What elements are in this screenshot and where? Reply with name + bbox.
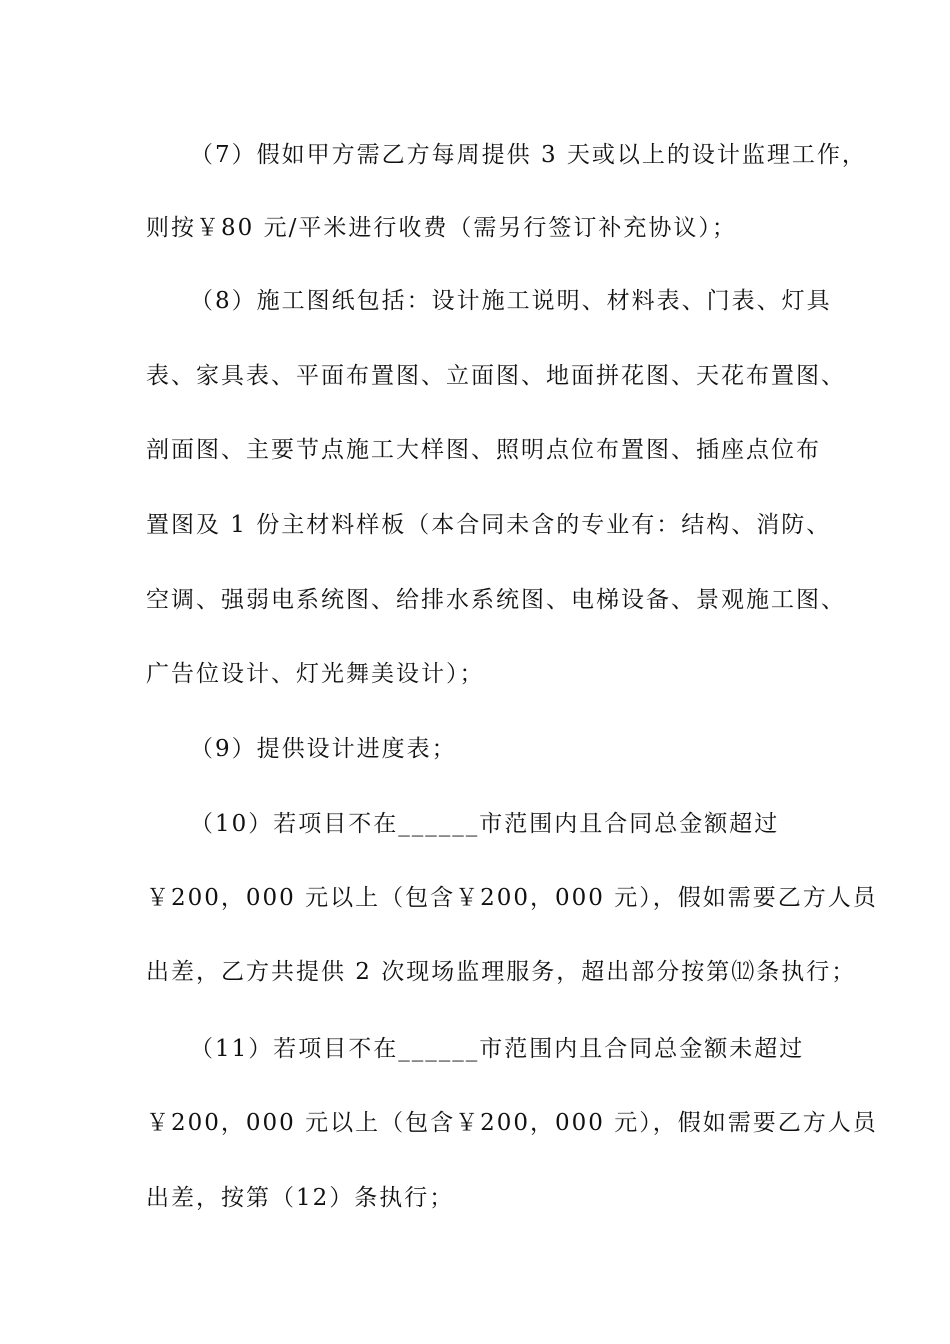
paragraph-line: 剖面图、主要节点施工大样图、照明点位布置图、插座点位布 (146, 437, 821, 463)
paragraph-line: ￥200，000 元以上（包含￥200，000 元），假如需要乙方人员 (146, 885, 878, 911)
paragraph-line: ￥200，000 元以上（包含￥200，000 元），假如需要乙方人员 (146, 1110, 878, 1136)
paragraph-line: 空调、强弱电系统图、给排水系统图、电梯设备、景观施工图、 (146, 587, 846, 613)
paragraph-line: 出差，按第（12）条执行； (146, 1185, 455, 1211)
paragraph-line: 置图及 1 份主材料样板（本合同未含的专业有：结构、消防、 (146, 512, 832, 538)
paragraph-line: 表、家具表、平面布置图、立面图、地面拼花图、天花布置图、 (146, 363, 846, 389)
paragraph-line: （7）假如甲方需乙方每周提供 3 天或以上的设计监理工作， (190, 142, 867, 168)
paragraph-line: （11）若项目不在______市范围内且合同总金额未超过 (190, 1036, 805, 1062)
paragraph-line: （8）施工图纸包括：设计施工说明、材料表、门表、灯具 (190, 288, 832, 314)
paragraph-line: 则按￥80 元/平米进行收费（需另行签订补充协议）； (146, 215, 737, 241)
paragraph-line: 出差，乙方共提供 2 次现场监理服务，超出部分按第⑿条执行； (146, 959, 857, 985)
paragraph-line: （9）提供设计进度表； (190, 736, 457, 762)
paragraph-line: （10）若项目不在______市范围内且合同总金额超过 (190, 811, 780, 837)
paragraph-line: 广告位设计、灯光舞美设计）； (146, 661, 485, 687)
